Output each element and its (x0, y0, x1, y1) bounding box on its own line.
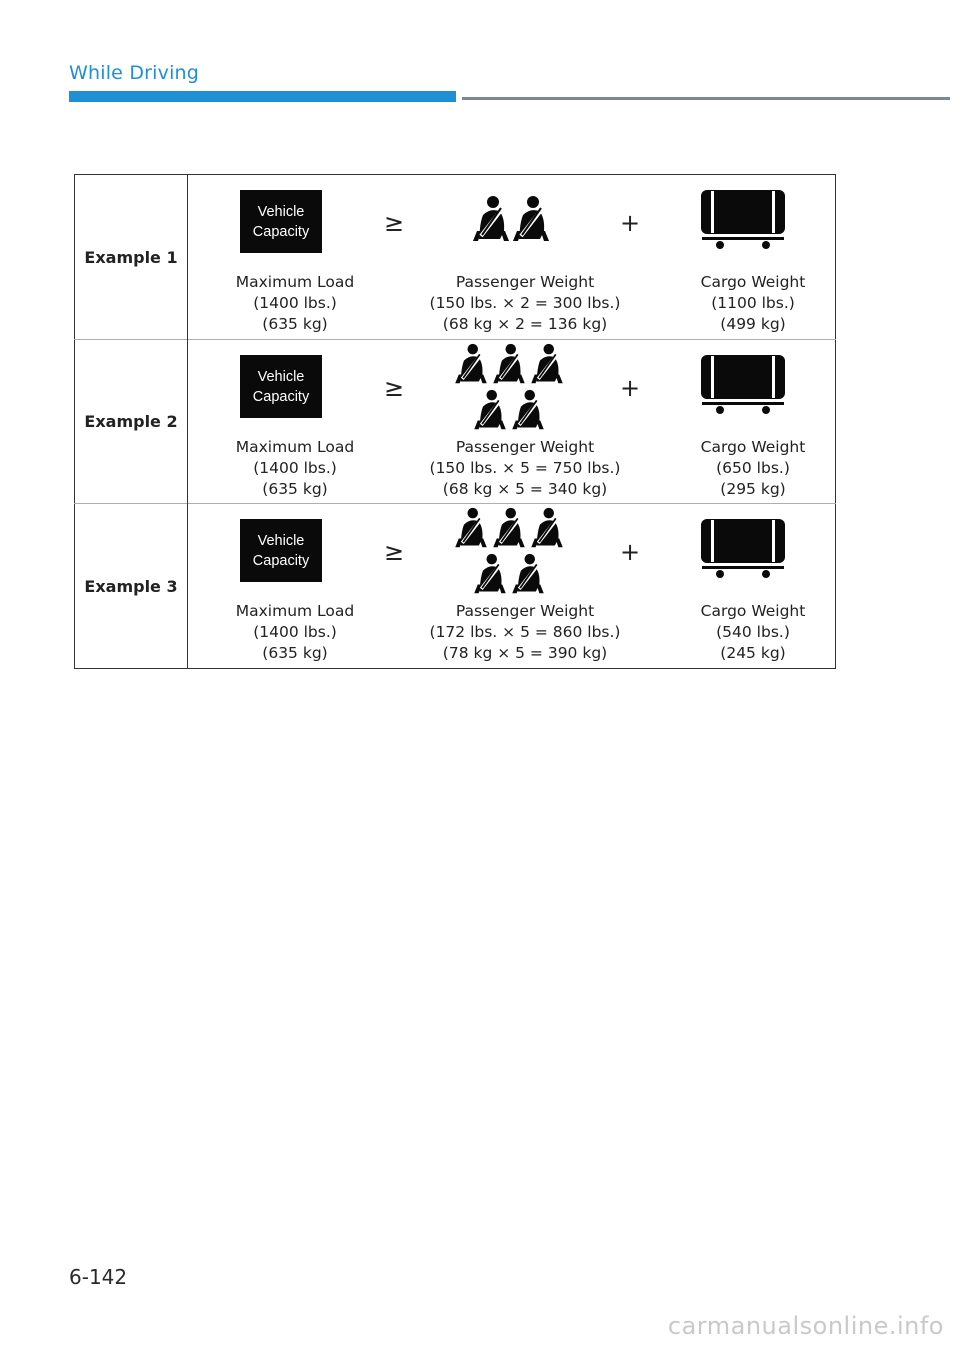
vehicle-capacity-badge (240, 355, 322, 418)
vehicle-capacity-badge (240, 519, 322, 582)
greater-equal-symbol: ≥ (384, 374, 405, 402)
greater-equal-symbol: ≥ (384, 538, 405, 566)
seatbelt-passenger-icon (530, 343, 564, 385)
seatbelt-passenger-icon (492, 507, 526, 549)
cargo-weight-caption-line: Cargo Weight (700, 273, 806, 291)
plus-symbol: + (620, 209, 641, 237)
seatbelt-passenger-icon (530, 507, 564, 549)
vehicle-capacity-text: Vehicle (257, 368, 305, 385)
vehicle-capacity-badge (240, 190, 322, 253)
passenger-weight-caption-line: (78 kg × 5 = 390 kg) (442, 644, 608, 662)
section-title: While Driving (69, 62, 200, 84)
example-row (75, 340, 836, 504)
example-equation (188, 340, 837, 503)
header-rule-gray (462, 97, 950, 100)
seatbelt-passenger-icon (454, 507, 488, 549)
seatbelt-passenger-icon (473, 553, 507, 595)
vehicle-capacity-text: Capacity (252, 223, 310, 240)
passenger-weight-caption-line: (172 lbs. × 5 = 860 lbs.) (429, 623, 621, 641)
cargo-weight-caption-line: (540 lbs.) (716, 623, 790, 641)
cargo-weight-caption (668, 437, 838, 500)
seatbelt-passenger-icon (492, 343, 526, 385)
vehicle-capacity-text: Vehicle (257, 203, 305, 220)
passenger-weight-caption-line: (150 lbs. × 2 = 300 lbs.) (429, 294, 621, 312)
max-load-caption (210, 437, 380, 500)
cargo-weight-caption-line: Cargo Weight (700, 602, 806, 620)
cargo-weight-caption-line: Cargo Weight (700, 438, 806, 456)
max-load-caption-line: Maximum Load (235, 602, 355, 620)
seatbelt-passenger-icon (511, 553, 545, 595)
passenger-weight-caption-line: (68 kg × 2 = 136 kg) (442, 315, 608, 333)
cargo-trailer-icon (701, 190, 785, 252)
example-equation (188, 175, 837, 339)
example-label: Example 2 (75, 340, 188, 504)
cargo-weight-caption (668, 272, 838, 335)
seatbelt-passenger-icon (472, 195, 510, 243)
passenger-weight-caption-line: (150 lbs. × 5 = 750 lbs.) (429, 459, 621, 477)
seatbelt-passenger-icon (512, 195, 550, 243)
vehicle-capacity-text: Capacity (252, 552, 310, 569)
cargo-weight-caption-line: (1100 lbs.) (711, 294, 795, 312)
cargo-trailer-icon (701, 355, 785, 417)
example-equation-cell (188, 175, 836, 340)
max-load-caption-line: Maximum Load (235, 438, 355, 456)
cargo-icon-wrap (701, 355, 785, 417)
example-row (75, 504, 836, 669)
cargo-weight-caption (668, 601, 838, 664)
max-load-caption-line: (1400 lbs.) (253, 623, 337, 641)
seatbelt-passenger-icon (511, 389, 545, 431)
vehicle-capacity-text: Capacity (252, 388, 310, 405)
page-number: 6-142 (69, 1265, 128, 1289)
passenger-weight-caption (408, 272, 642, 335)
cargo-weight-caption-line: (650 lbs.) (716, 459, 790, 477)
plus-symbol: + (620, 538, 641, 566)
cargo-weight-caption-line: (295 kg) (720, 480, 786, 498)
plus-symbol: + (620, 374, 641, 402)
passenger-weight-caption-line: (68 kg × 5 = 340 kg) (442, 480, 608, 498)
passenger-weight-caption-line: Passenger Weight (455, 602, 595, 620)
example-equation-cell (188, 340, 836, 504)
max-load-caption-line: Maximum Load (235, 273, 355, 291)
passenger-weight-caption (408, 437, 642, 500)
max-load-caption (210, 272, 380, 335)
vehicle-capacity-text: Vehicle (257, 532, 305, 549)
max-load-caption-line: (1400 lbs.) (253, 459, 337, 477)
max-load-caption (210, 601, 380, 664)
max-load-caption-line: (635 kg) (262, 644, 328, 662)
cargo-weight-caption-line: (245 kg) (720, 644, 786, 662)
max-load-caption-line: (1400 lbs.) (253, 294, 337, 312)
passenger-weight-caption-line: Passenger Weight (455, 438, 595, 456)
load-examples-table (74, 174, 836, 669)
example-label: Example 1 (75, 175, 188, 340)
cargo-icon-wrap (701, 190, 785, 252)
max-load-caption-line: (635 kg) (262, 480, 328, 498)
greater-equal-symbol: ≥ (384, 209, 405, 237)
seatbelt-passenger-icon (454, 343, 488, 385)
header-rule-blue (69, 91, 456, 102)
max-load-caption-line: (635 kg) (262, 315, 328, 333)
example-equation (188, 504, 837, 668)
footer-watermark: carmanualsonline.info (667, 1312, 944, 1340)
passenger-weight-caption-line: Passenger Weight (455, 273, 595, 291)
example-equation-cell (188, 504, 836, 669)
cargo-weight-caption-line: (499 kg) (720, 315, 786, 333)
example-row (75, 175, 836, 340)
passenger-weight-caption (408, 601, 642, 664)
cargo-trailer-icon (701, 519, 785, 581)
example-label: Example 3 (75, 504, 188, 669)
seatbelt-passenger-icon (473, 389, 507, 431)
cargo-icon-wrap (701, 519, 785, 581)
